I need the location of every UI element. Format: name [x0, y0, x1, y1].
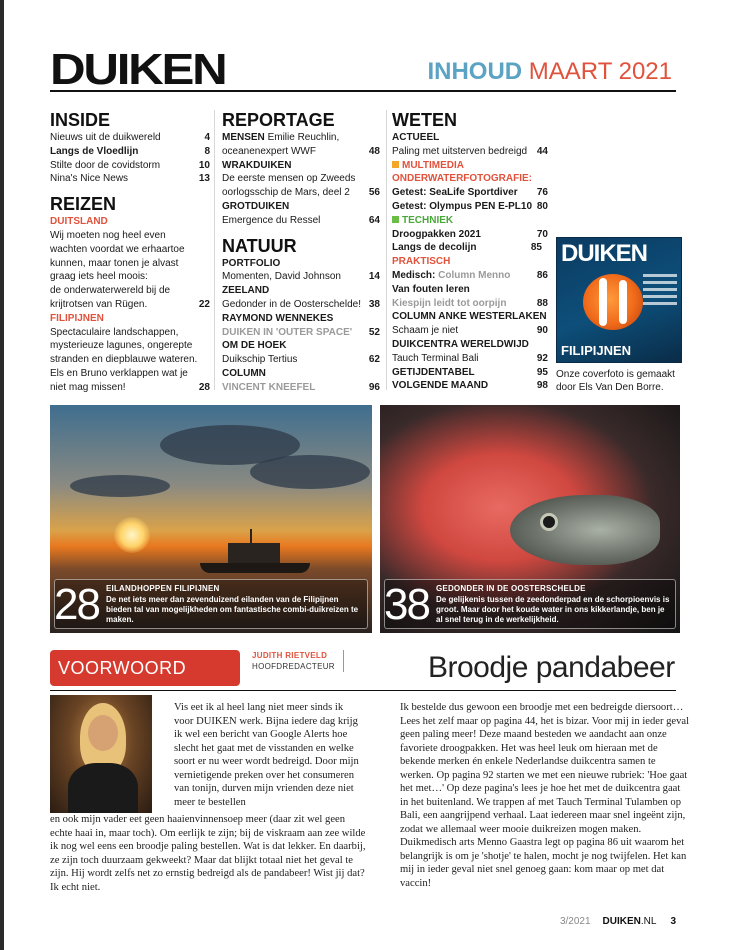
editorial-body-part-3: Ik bestelde dus gewoon een broodje met een bedreigde diersoort… Lees het zelf maar op pagina 44, het is bizar. Voor mij in ieder geval geen paling meer! Deze maand besteden we aandacht aan onze favoriete droogpakken. Het was heel leuk om hieraan met de bekende merken én enkele Nederlandse duikcentra samen te werken. Op pagina 92 starten we met een nieuwe rubriek: 'Hoe gaat het met…' Op deze pagina's lees je hoe het met de duikcentra gaat in het buitenland. We trappen af met Tauch Terminal Tulamben op Bali, een aangrijpend verhaal. Laat iedereen maar snel ingeënt zijn, zodat we allemaal weer mooie duikreizen mogen maken. Duikmedisch arts Menno Gaastra legt op pagina 86 uit waarom het belangrijk is om je 'shotje' te halen, mocht je nog twijfelen. Het kan mij in ieder geval niet snel genoeg gaan: kom maar op met dat vaccin! [400, 702, 690, 889]
category-label: TECHNIEK [402, 214, 454, 226]
toc-label: Getest: Olympus PEN E-PL10 [392, 200, 533, 212]
subsection-grotduiken: GROTDUIKEN [222, 200, 290, 212]
toc-entry[interactable] [222, 353, 380, 367]
toc-text-line: de onderwaterwereld bij de [50, 285, 171, 297]
toc-entry[interactable] [392, 324, 548, 338]
toc-label-grey: Column Menno [438, 269, 511, 281]
toc-label: Langs de Vloedlijn [50, 145, 139, 157]
section-title-reizen: REIZEN [50, 194, 117, 215]
boat-silhouette [200, 533, 310, 573]
toc-label: Kiespijn leidt tot oorpijn [392, 297, 507, 309]
subsection-column: COLUMN [222, 367, 266, 379]
page-number: 3 [670, 916, 676, 927]
toc-label: oorlogsschip de Mars, deel 2 [222, 187, 350, 199]
toc-label: Momenten, David Johnson [222, 271, 341, 283]
toc-text-line: Els en Bruno verklappen wat je [50, 367, 188, 379]
toc-label: Gedonder in de Oosterschelde! [222, 298, 361, 310]
fish-stripe [599, 278, 607, 326]
toc-entry[interactable] [392, 145, 548, 159]
fish-eye [540, 513, 558, 531]
cover-thumbnail[interactable] [556, 237, 682, 363]
toc-entry[interactable] [50, 145, 210, 159]
toc-label: Paling met uitsterven bedreigd [392, 145, 528, 157]
toc-text-line [222, 131, 380, 145]
toc-page: 70 [536, 228, 548, 240]
clownfish-image [583, 274, 643, 330]
cover-caption: Onze coverfoto is gemaakt door Els Van Den Borre. [556, 369, 675, 393]
toc-label: GETIJDENTABEL [392, 366, 475, 378]
toc-entry[interactable] [222, 381, 380, 395]
toc-page: 38 [368, 298, 380, 310]
toc-entry[interactable] [222, 326, 380, 340]
toc-label: niet mag missen! [50, 381, 126, 393]
toc-entry[interactable] [392, 297, 548, 311]
toc-entry[interactable] [392, 379, 548, 393]
editorial-headline: Broodje pandabeer [428, 651, 675, 684]
page-edge [0, 0, 4, 950]
toc-page: 28 [198, 381, 210, 393]
toc-page: 10 [198, 159, 210, 171]
toc-label: Nieuws uit de duikwereld [50, 132, 161, 143]
toc-label: DUIKEN IN 'OUTER SPACE' [222, 326, 353, 338]
toc-label: Droogpakken 2021 [392, 228, 481, 240]
toc-page: 56 [368, 187, 380, 199]
toc-entry[interactable] [222, 145, 380, 159]
subsection-duikcentra: DUIKCENTRA WERELDWIJD [392, 338, 529, 350]
toc-text-line: kunnen, maar tonen je alvast [50, 257, 179, 269]
toc-page: 64 [368, 214, 380, 226]
sun-glow [114, 517, 150, 553]
toc-text-line: De eerste mensen op Zweeds [222, 173, 356, 185]
toc-entry[interactable] [222, 298, 380, 312]
toc-page: 4 [204, 132, 210, 143]
photo-sunset-boat[interactable] [50, 405, 372, 633]
toc-label: Emilie Reuchlin, [267, 132, 340, 143]
subsection-actueel: ACTUEEL [392, 132, 440, 143]
toc-label: Stilte door de covidstorm [50, 159, 161, 171]
toc-label: Langs de decolijn [392, 242, 477, 254]
subsection-onderwaterfotografie: ONDERWATERFOTOGRAFIE: [392, 173, 532, 185]
subsection-multimedia [392, 159, 548, 173]
contents-word: INHOUD [427, 58, 523, 85]
toc-entry[interactable] [222, 214, 380, 228]
author-block [252, 650, 344, 672]
footer-magazine: DUIKEN [602, 916, 641, 927]
cover-text-lines [643, 274, 677, 309]
toc-entry[interactable] [392, 366, 548, 380]
cover-headline: FILIPIJNEN [561, 343, 632, 358]
toc-entry[interactable] [392, 200, 548, 214]
footer-issue: 3/2021 [559, 916, 591, 927]
fish-body [510, 495, 660, 565]
toc-label: Nina's Nice News [50, 173, 129, 185]
issue-date: MAART 2021 [528, 58, 672, 85]
toc-label: Schaam je niet [392, 325, 459, 337]
section-title-weten: WETEN [392, 110, 457, 130]
toc-text-line: graag iets heel moois: [50, 271, 148, 283]
toc-label: Duikschip Tertius [222, 354, 298, 366]
subsection-van-fouten-leren: Van fouten leren [392, 283, 470, 295]
toc-page: 80 [536, 200, 548, 212]
subsection-filipijnen: FILIPIJNEN [50, 312, 104, 324]
toc-label-bold: Medisch: [392, 269, 436, 281]
toc-page: 90 [536, 325, 548, 337]
top-rule [50, 90, 676, 92]
toc-label: VOLGENDE MAAND [392, 380, 489, 392]
toc-entry[interactable] [222, 186, 380, 200]
toc-page: 13 [198, 173, 210, 185]
toc-entry[interactable] [392, 352, 548, 366]
toc-page: 96 [368, 381, 380, 393]
toc-entry[interactable] [50, 172, 210, 186]
contents-heading [427, 60, 672, 84]
photo-caption-text: De net iets meer dan zevenduizend eilanden van de Filipijnen bieden tal van mogelijkheden om fantastische combi-duikreizen te maken. [106, 595, 359, 624]
section-title-reportage: REPORTAGE [222, 110, 335, 130]
subsection-wrakduiken: WRAKDUIKEN [222, 159, 292, 171]
column-divider [386, 110, 387, 390]
toc-label: Tauch Terminal Bali [392, 352, 479, 364]
toc-page: 8 [204, 145, 210, 157]
subsection-column-anke: COLUMN ANKE WESTERLAKEN [392, 311, 547, 323]
toc-label: oceanenexpert WWF [222, 145, 316, 157]
toc-label [392, 269, 510, 283]
toc-page: 22 [198, 298, 210, 310]
toc-entry[interactable] [222, 270, 380, 284]
photo-page-number: 38 [384, 580, 429, 629]
toc-page: 95 [536, 366, 548, 378]
subsection-om-de-hoek: OM DE HOEK [222, 340, 287, 352]
editorial-body-part-1: Vis eet ik al heel lang niet meer sinds ik voor DUIKEN werk. Bijna iedere dag krijg ik wel een bericht van Google Alerts hoe slecht het gaat met de visstanden en welke soort er nu weer wordt bedreigd. Door mijn vernietigende preken over het consumeren van tonijn, durven mijn vrienden deze niet meer te bestellen [174, 702, 359, 808]
author-name: JUDITH RIETVELD [252, 651, 328, 660]
toc-column-inside-reizen [50, 110, 210, 395]
toc-label: VINCENT KNEEFEL [222, 381, 316, 393]
toc-page: 62 [368, 354, 380, 366]
toc-column-reportage-natuur [222, 110, 380, 395]
magazine-logo: DUIKEN [50, 45, 226, 94]
page-footer [560, 916, 676, 927]
section-title-natuur: NATUUR [222, 235, 297, 256]
section-title-inside: INSIDE [50, 110, 111, 130]
toc-page: 14 [368, 271, 380, 283]
photo-scorpionfish[interactable] [380, 405, 680, 633]
toc-text-line: Wij moeten nog heel even [50, 229, 166, 241]
toc-entry[interactable] [392, 228, 548, 242]
column-divider [214, 110, 215, 390]
toc-page: 76 [536, 187, 548, 199]
toc-label: krijtrotsen van Rügen. [50, 298, 148, 310]
toc-entry[interactable] [50, 381, 210, 395]
portrait-face [88, 715, 118, 751]
toc-entry[interactable] [392, 241, 542, 255]
toc-column-weten [392, 110, 548, 393]
cloud-shape [250, 455, 370, 489]
toc-label: Emergence du Ressel [222, 214, 321, 226]
portrait-wetsuit [68, 763, 138, 813]
toc-page: 48 [368, 145, 380, 157]
fish-stripe [619, 280, 627, 324]
toc-entry[interactable] [50, 131, 210, 145]
toc-entry[interactable] [392, 269, 548, 283]
author-portrait [50, 695, 152, 813]
subsection-duitsland: DUITSLAND [50, 216, 108, 228]
photo-page-number: 28 [54, 580, 99, 629]
voorwoord-badge: VOORWOORD [50, 650, 240, 686]
toc-page: 98 [536, 380, 548, 392]
toc-page: 86 [536, 269, 548, 281]
subsection-portfolio: PORTFOLIO [222, 257, 281, 269]
toc-entry[interactable] [50, 298, 210, 312]
square-bullet-icon [392, 161, 399, 168]
photo-caption-text: De gelijkenis tussen de zeedonderpad en de schorpioenvis is groot. Maar door het koude water in ons kikkerlandje, ben je al snel terug in de werkelijkheid. [436, 595, 670, 624]
toc-page: 88 [536, 297, 548, 309]
section-rule [50, 690, 676, 691]
photo-caption-title: EILANDHOPPEN FILIPIJNEN [106, 584, 220, 593]
category-label: MULTIMEDIA [402, 159, 465, 171]
toc-page: 44 [536, 145, 548, 157]
toc-entry[interactable] [50, 159, 210, 173]
subsection-techniek [392, 214, 548, 228]
subsection-mensen: MENSEN [222, 132, 265, 143]
toc-page: 85 [530, 242, 542, 254]
toc-entry[interactable] [392, 186, 548, 200]
toc-text-line: wachten voordat we erhaartoe [50, 243, 185, 255]
subsection-zeeland: ZEELAND [222, 285, 270, 297]
photo-caption-title: GEDONDER IN DE OOSTERSCHELDE [436, 584, 586, 593]
editorial-body-part-2: en ook mijn vader eet geen haaienvinnensoep meer (daar zit wel geen echte haai in, maar toch). Om eerlijk te zijn; bij de viskraam aan zee wilde ik nog wel eens een broodje paling bestellen. Wat is dat lekker. En daarbij, ze zijn toch duurzaam gekweekt? Maar dat blijkt totaal niet het geval te zijn. Hij wordt zelfs net zo ernstig bedreigd als de pandabeer! Wist jij dat? Ik echt niet. [50, 814, 366, 893]
toc-text-line: mysterieuze lagunes, ongerepte [50, 340, 193, 352]
toc-page: 52 [368, 326, 380, 338]
footer-domain: .NL [640, 916, 657, 927]
subsection-praktisch: PRAKTISCH [392, 256, 451, 268]
toc-page: 92 [536, 352, 548, 364]
author-role: HOOFDREDACTEUR [252, 662, 335, 671]
toc-text-line: stranden en diepblauwe wateren. [50, 354, 198, 366]
subsection-raymond: RAYMOND WENNEKES [222, 312, 334, 324]
toc-label: Getest: SeaLife Sportdiver [392, 187, 518, 199]
cloud-shape [70, 475, 170, 497]
square-bullet-icon [392, 216, 399, 223]
toc-text-line: Spectaculaire landschappen, [50, 326, 179, 338]
cover-logo: DUIKEN [561, 240, 648, 267]
